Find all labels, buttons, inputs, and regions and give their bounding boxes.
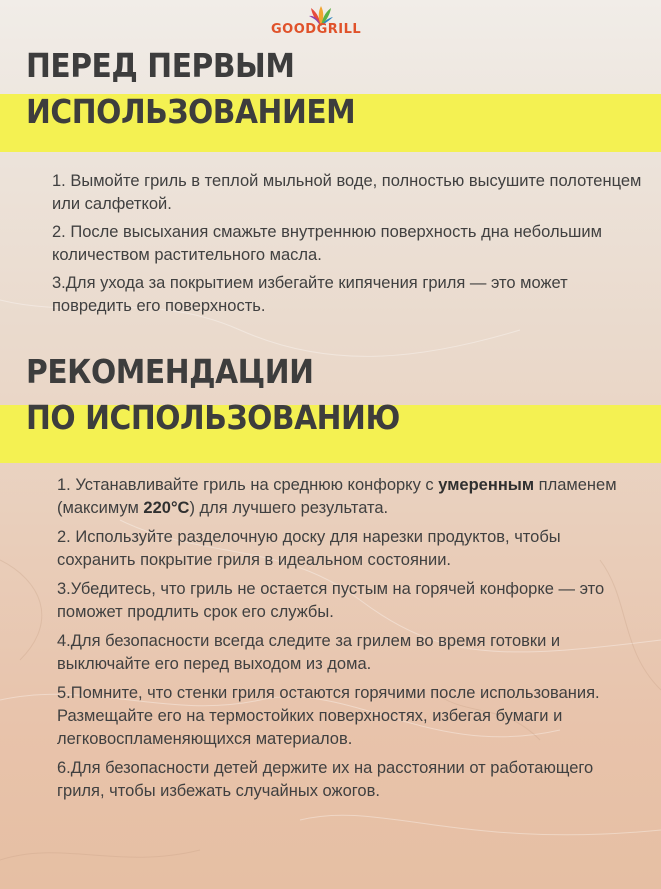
section1-title-line1: ПЕРЕД ПЕРВЫМ [26, 46, 295, 85]
list-item [57, 474, 642, 520]
list-item: 3.Убедитесь, что гриль не остается пустым на горячей конфорке — это поможет продлить срок его службы. [57, 580, 605, 621]
text-part: пламенем (максимум [57, 476, 617, 517]
bold-text: 220°C [143, 499, 190, 517]
section2-list [57, 474, 642, 809]
list-item: 1. Вымойте гриль в теплой мыльной воде, полностью высушите полотенцем или салфеткой. [52, 172, 642, 213]
list-item: 6.Для безопасности детей держите их на расстоянии от работающего гриля, чтобы избежать случайных ожогов. [57, 759, 594, 800]
list-item: 2. После высыхания смажьте внутреннюю поверхность дна небольшим количеством растительного масла. [52, 223, 602, 264]
list-item: 3.Для ухода за покрытием избегайте кипячения гриля — это может повредить его поверхность. [52, 274, 568, 315]
text-part: 1. Устанавливайте гриль на среднюю конфорку с [57, 476, 439, 494]
section2-title-line2: ПО ИСПОЛЬЗОВАНИЮ [26, 398, 400, 437]
section2-title-line1: РЕКОМЕНДАЦИИ [26, 352, 314, 391]
list-item: 5.Помните, что стенки гриля остаются горячими после использования. Размещайте его на термостойких поверхностях, избегая бумаги и легковоспламеняющихся материалов. [57, 684, 600, 748]
text-part: ) для лучшего результата. [189, 499, 389, 517]
list-item: 4.Для безопасности всегда следите за грилем во время готовки и выключайте его перед выходом из дома. [57, 632, 561, 673]
bold-text: умеренным [438, 476, 535, 494]
section1-list [52, 170, 642, 323]
list-item: 2. Используйте разделочную доску для нарезки продуктов, чтобы сохранить покрытие гриля в идеальном состоянии. [57, 528, 561, 569]
section1-title-line2: ИСПОЛЬЗОВАНИЕМ [26, 92, 356, 131]
brand-logo [271, 6, 383, 40]
brand-name: GOODGRILL [271, 22, 362, 37]
